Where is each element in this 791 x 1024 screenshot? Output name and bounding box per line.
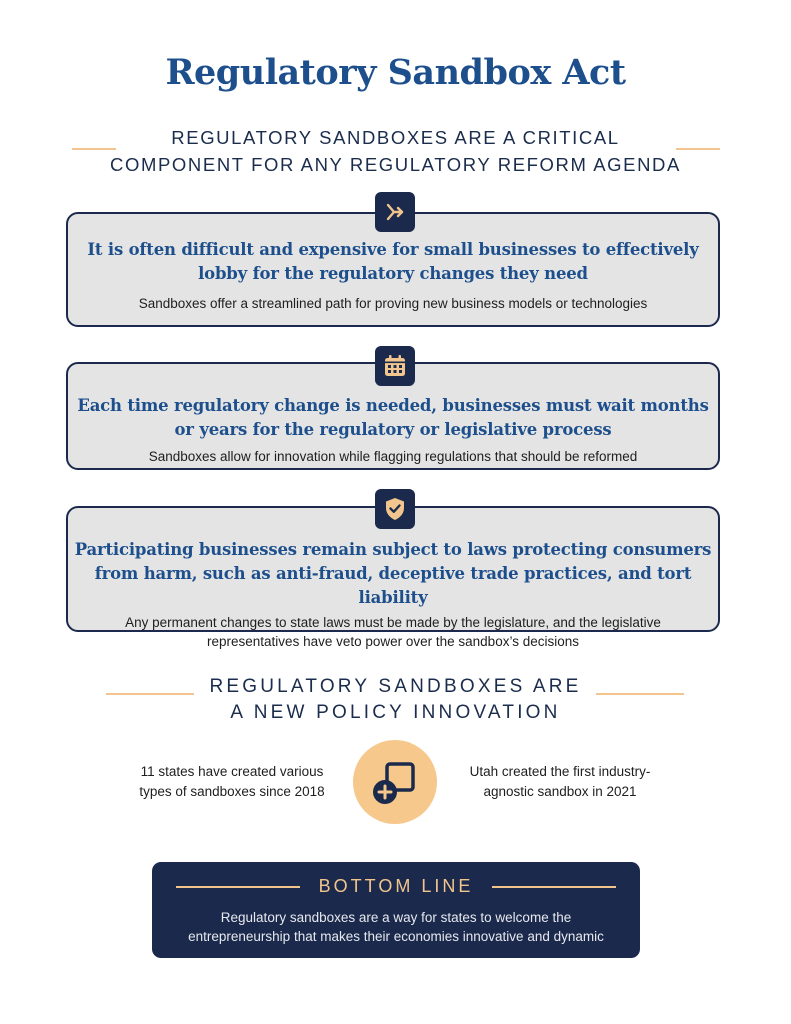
bottom-line-text: [152, 908, 640, 946]
card-heading-line: Participating businesses remain subject to laws protecting consumers: [74, 540, 712, 559]
card-body: [68, 447, 718, 466]
section-heading: [0, 674, 791, 726]
bottom-line-text-line: entrepreneurship that makes their economies innovative and dynamic: [188, 929, 604, 944]
card-body-line: Sandboxes allow for innovation while flagging regulations that should be reformed: [148, 449, 638, 464]
page-title: Regulatory Sandbox Act: [165, 52, 626, 93]
stat-left-line: 11 states have created various: [140, 764, 324, 779]
card-body-line: representatives have veto power over the sandbox’s decisions: [207, 634, 579, 649]
card-body-line: Sandboxes offer a streamlined path for proving new business models or technologies: [138, 296, 648, 311]
stat-right-line: Utah created the first industry-: [469, 764, 651, 779]
branch-arrow-icon: [375, 192, 415, 232]
card-heading: [68, 238, 718, 286]
calendar-icon: [375, 346, 415, 386]
stat-right: [450, 762, 670, 802]
card-body-line: Any permanent changes to state laws must be made by the legislature, and the legislative: [125, 615, 661, 630]
subheading-line-2: COMPONENT FOR ANY REGULATORY REFORM AGENDA: [110, 154, 681, 175]
bottom-line-box: [152, 862, 640, 958]
shield-check-icon: [375, 489, 415, 529]
card-body: [68, 294, 718, 313]
add-new-icon: [353, 740, 437, 824]
subheading: [0, 124, 791, 178]
stat-left: [122, 762, 342, 802]
stat-right-line: agnostic sandbox in 2021: [483, 784, 637, 799]
card-heading-line: It is often difficult and expensive for small businesses to effectively: [87, 240, 699, 259]
card-heading: [68, 394, 718, 442]
card-heading: [68, 538, 718, 610]
card-body: [68, 613, 718, 651]
card-heading-line: Each time regulatory change is needed, businesses must wait months: [77, 396, 709, 415]
bottom-line-text-line: Regulatory sandboxes are a way for states to welcome the: [220, 910, 572, 925]
section-heading-line-2: A NEW POLICY INNOVATION: [230, 702, 561, 723]
card-heading-line: or years for the regulatory or legislative process: [174, 420, 612, 439]
bottom-line-title: BOTTOM LINE: [318, 876, 474, 896]
stat-left-line: types of sandboxes since 2018: [139, 784, 325, 799]
section-heading-line-1: REGULATORY SANDBOXES ARE: [209, 676, 582, 697]
subheading-line-1: REGULATORY SANDBOXES ARE A CRITICAL: [171, 127, 620, 148]
card-heading-line: from harm, such as anti-fraud, deceptive trade practices, and tort liability: [94, 564, 692, 607]
card-heading-line: lobby for the regulatory changes they need: [198, 264, 588, 283]
